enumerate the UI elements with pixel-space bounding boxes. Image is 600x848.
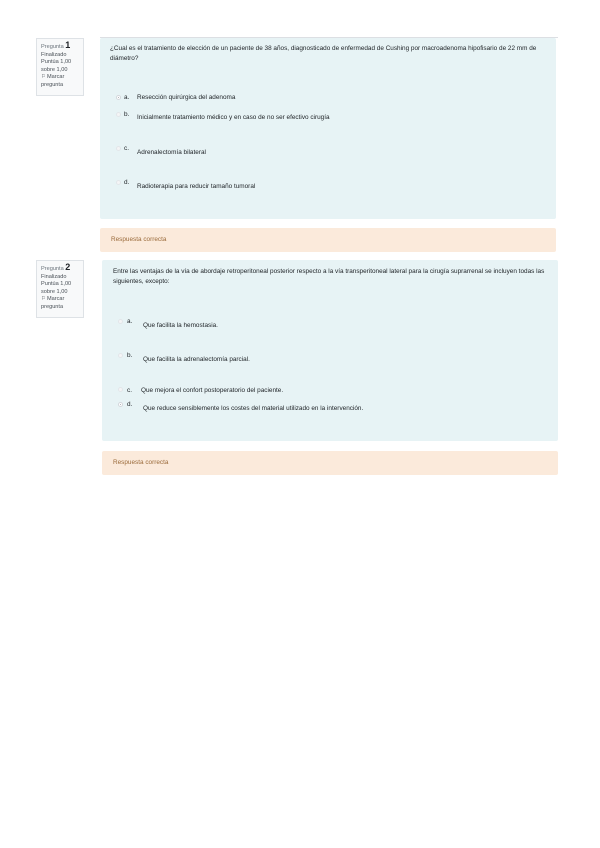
- option-c-text[interactable]: Adrenalectomía bilateral: [137, 149, 206, 156]
- feedback-correct-2: Respuesta correcta: [102, 451, 558, 475]
- question-info-1: [36, 38, 84, 96]
- option-c-radio[interactable]: [116, 146, 121, 151]
- option-c-text[interactable]: Que mejora el confort postoperatorio del paciente.: [141, 387, 284, 394]
- question-state: Finalizado: [41, 273, 67, 280]
- option-a-text[interactable]: Resección quirúrgica del adenoma: [137, 94, 236, 101]
- option-a-text[interactable]: Que facilita la hemostasia.: [143, 322, 218, 329]
- option-a-radio[interactable]: [118, 319, 123, 324]
- question-number-label: Pregunta: [41, 266, 64, 272]
- question-content-1: [100, 38, 556, 219]
- option-d-letter: d.: [124, 179, 130, 186]
- option-d-letter: d.: [127, 401, 133, 408]
- flag-icon: ⚐: [41, 74, 47, 81]
- question-text-2: Entre las ventajas de la vía de abordaje retroperitoneal posterior respecto a la vía transperitoneal lateral para la cirugía suprarrenal se incluyen todas las siguientes, excepto:: [113, 268, 545, 285]
- option-d-text[interactable]: Radioterapia para reducir tamaño tumoral: [137, 183, 256, 190]
- option-b-text[interactable]: Que facilita la adrenalectomía parcial.: [143, 356, 250, 363]
- option-b-radio[interactable]: [118, 353, 123, 358]
- question-number-label: Pregunta: [41, 44, 64, 50]
- option-b-letter: b.: [124, 111, 130, 118]
- option-a-radio[interactable]: [116, 95, 121, 100]
- flag-question-link[interactable]: [41, 296, 79, 311]
- option-d-radio[interactable]: [116, 180, 121, 185]
- question-number: 1: [65, 40, 71, 50]
- feedback-correct-1: Respuesta correcta: [100, 228, 556, 252]
- question-number: 2: [65, 262, 71, 272]
- flag-question-link[interactable]: [41, 74, 79, 89]
- option-d-radio[interactable]: [118, 402, 123, 407]
- option-b-radio[interactable]: [116, 112, 121, 117]
- question-grade: Puntúa 1,00 sobre 1,00: [41, 59, 72, 73]
- option-a-letter: a.: [124, 94, 130, 101]
- question-grade: Puntúa 1,00 sobre 1,00: [41, 281, 72, 295]
- question-text-1: ¿Cual es el tratamiento de elección de un paciente de 38 años, diagnosticado de enfermedad de Cushing por macroadenoma hipofisario de 22 mm de diámetro?: [110, 45, 537, 62]
- option-b-text[interactable]: Inicialmente tratamiento médico y en caso de no ser efectivo cirugía: [137, 114, 330, 121]
- option-c-letter: c.: [127, 387, 132, 394]
- option-c-radio[interactable]: [118, 387, 123, 392]
- question-state: Finalizado: [41, 51, 67, 58]
- option-a-letter: a.: [127, 318, 133, 325]
- question-content-2: [102, 260, 558, 441]
- flag-question-label: Marcar pregunta: [41, 74, 65, 88]
- flag-icon: ⚐: [41, 296, 47, 303]
- flag-question-label: Marcar pregunta: [41, 296, 65, 310]
- option-d-text[interactable]: Que reduce sensiblemente los costes del material utilizado en la intervención.: [143, 405, 364, 412]
- option-c-letter: c.: [124, 145, 129, 152]
- question-info-2: [36, 260, 84, 318]
- option-b-letter: b.: [127, 352, 133, 359]
